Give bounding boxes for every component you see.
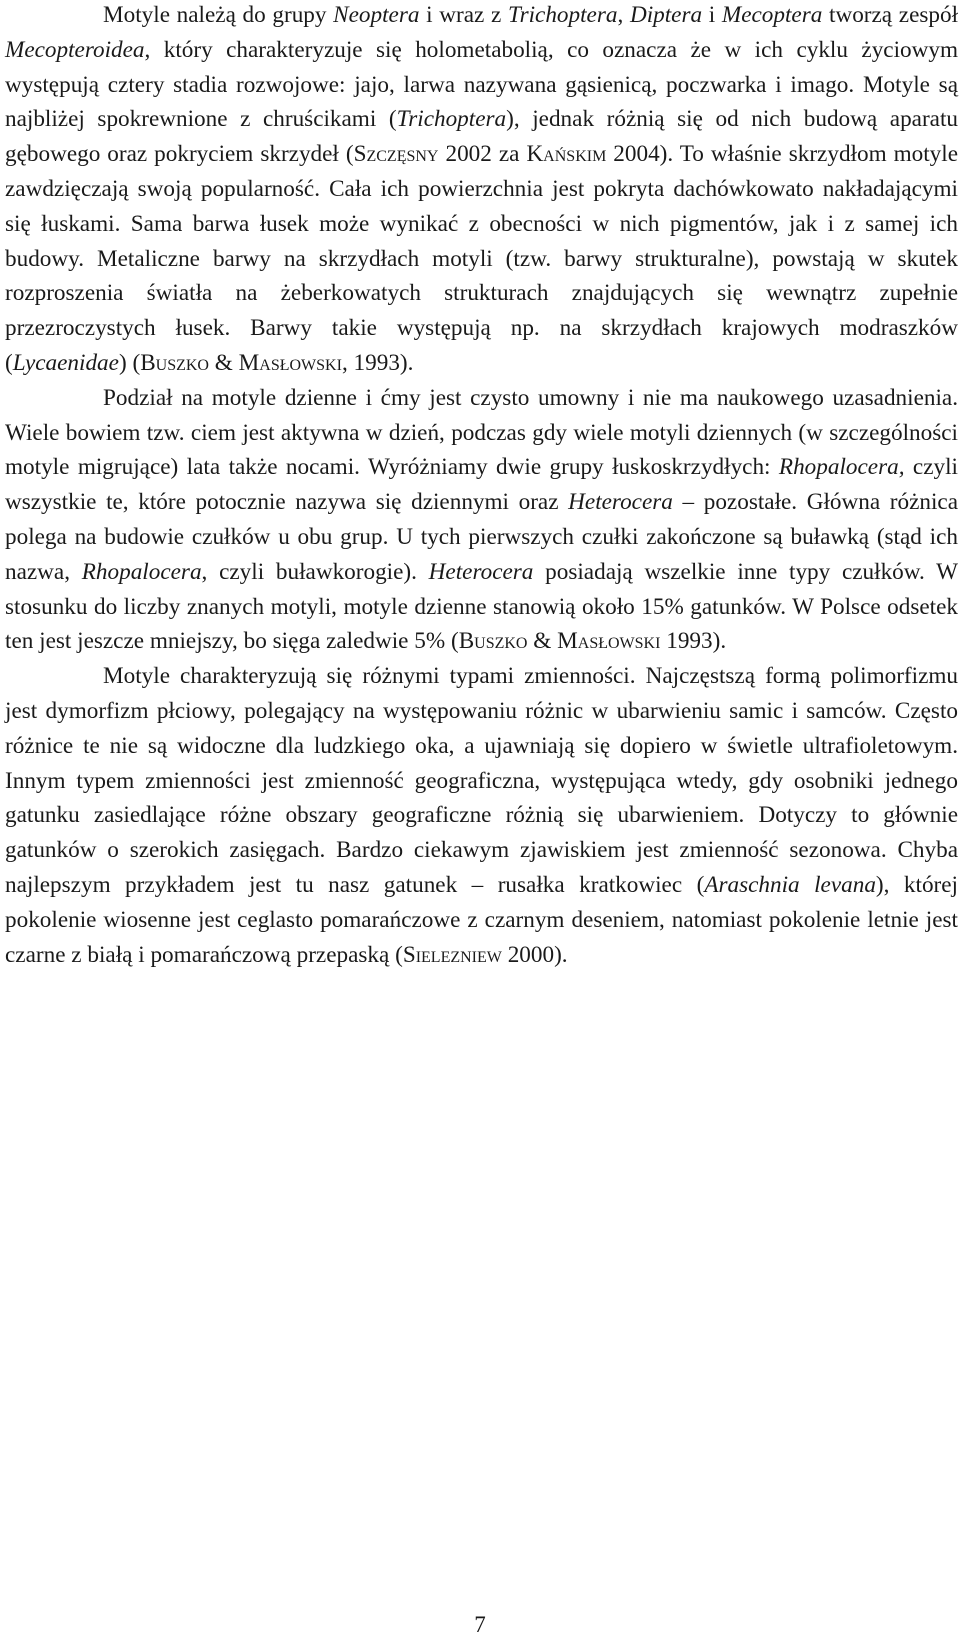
citation-author: Masłowski (557, 628, 661, 655)
text-run: ), jednak różnią się od nich budową aparatu gębowego oraz pokryciem skrzydeł ( (5, 106, 959, 168)
text-run: 2002 za (438, 141, 527, 168)
citation-author: Buszko (458, 628, 528, 655)
italic-term: Heterocera (428, 558, 534, 585)
text-run: posiadają wszelkie inne typy czułków. W stosunku do liczby znanych motyli, motyle dzienne stanowią około 15% gatunków. W Polsce odsetek ten jest jeszcze mniejszy, bo sięga zaledwie 5% ( (5, 558, 959, 655)
citation-author: Masłowski (238, 349, 342, 376)
italic-term: Araschnia levana (704, 871, 876, 898)
text-run: 2004). To właśnie skrzydłom motyle zawdzięczają swoją popularność. Cała ich powierzchnia jest pokryta dachówkowato nakładającymi się łuskami. Sama barwa łusek może wynikać z obecności w nich pigmentów, jak i z samej ich budowy. Metaliczne barwy na skrzydłach motyli (tzw. barwy strukturalne), powstają w skutek rozproszenia światła na żeberkowatych strukturach znajdujących się wewnątrz zupełnie przezroczystych łusek. Barwy takie występują np. na skrzydłach krajowych modraszków ( (5, 141, 958, 376)
italic-term: Trichoptera (396, 106, 507, 133)
text-run: ) ( (118, 349, 141, 376)
text-run: i (702, 2, 722, 28)
italic-term: Neoptera (333, 2, 420, 28)
citation-author: Kańskim (526, 141, 607, 168)
paragraph (5, 0, 958, 381)
text-run: i wraz z (419, 2, 508, 28)
citation-author: Buszko (140, 349, 209, 376)
text-run: , 1993). (341, 349, 414, 376)
text-run: , który charakteryzuje się holometabolią, co oznacza że w ich cyklu życiowym występują cztery stadia rozwojowe: jajo, larwa nazywana gąsienicą, poczwarka i imago. Motyle są najbliżej spokrewnione z chruścikami ( (5, 36, 958, 133)
text-run: & (209, 349, 239, 376)
text-run: 2000). (501, 941, 568, 968)
text-run: Podział na motyle dzienne i ćmy jest czysto umowny i nie ma naukowego uzasadnienia. Wiele bowiem tzw. ciem jest aktywna w dzień, podczas gdy wiele motyli dziennych (w szczególności motyle migrujące) lata także nocami. Wyróżniamy dwie grupy łuskoskrzydłych: (5, 384, 958, 481)
citation-author: Sielezniew (402, 941, 502, 968)
paragraph (5, 659, 958, 972)
text-run: , czyli buławkorogie). (201, 558, 429, 585)
italic-term: Heterocera (568, 489, 673, 516)
italic-term: Rhopalocera (81, 558, 202, 585)
text-run: czyli wszystkie te, które potocznie nazywa się dziennymi oraz (5, 454, 958, 516)
italic-term: Diptera (629, 2, 703, 28)
text-run: tworzą zespół (822, 2, 959, 28)
paragraph (5, 381, 958, 659)
text-run: Motyle charakteryzują się różnymi typami zmienności. Najczęstszą formą polimorfizmu jest dymorfizm płciowy, polegający na występowaniu różnic w ubarwieniu samic i samców. Często różnice te nie są widoczne dla ludzkiego oka, a ujawniają się dopiero w świetle ultrafioletowym. Innym typem zmienności jest zmienność geograficzna, występująca wtedy, gdy osobniki jednego gatunku zasiedlające różne obszary geograficzne różnią się ubarwieniem. Dotyczy to głównie gatunków o szerokich zasięgach. Bardzo ciekawym zjawiskiem jest zmienność sezonowa. Chyba najlepszym przykładem jest tu nasz gatunek – rusałka kratkowiec ( (5, 663, 958, 898)
text-run: ), której pokolenie wiosenne jest ceglasto pomarańczowe z czarnym deseniem, natomiast pokolenie letnie jest czarne z białą i pomarańczową przepaską ( (5, 871, 958, 968)
text-run: & (527, 628, 558, 655)
page-number: 7 (474, 1612, 486, 1637)
text-run: – pozostałe. Główna różnica polega na budowie czułków u obu grup. U tych pierwszych czułki zakończone są buławką (stąd ich nazwa, (5, 489, 959, 585)
text-run: 1993). (660, 628, 727, 655)
italic-term: Mecopteroidea (5, 36, 145, 63)
italic-term: Mecoptera (721, 2, 823, 28)
italic-term: Lycaenidae (12, 349, 119, 376)
text-run: , (617, 2, 630, 28)
body-text (5, 0, 958, 972)
italic-term: Rhopalocera, (778, 454, 905, 481)
citation-author: Szczęsny (353, 141, 439, 168)
italic-term: Trichoptera (507, 2, 618, 28)
text-run: Motyle należą do grupy (103, 2, 334, 28)
